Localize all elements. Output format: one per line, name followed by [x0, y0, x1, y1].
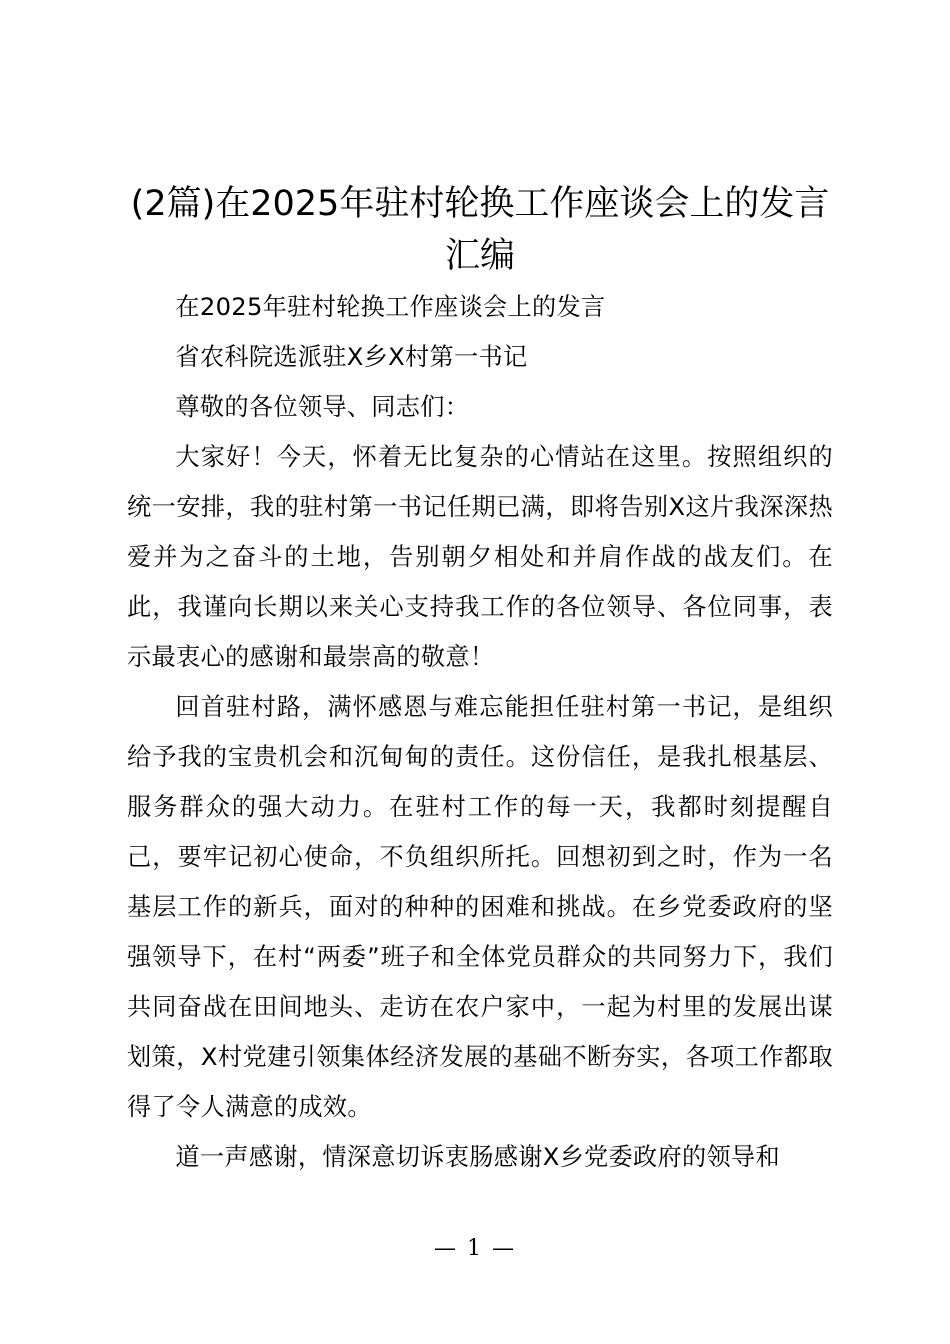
salutation: 尊敬的各位领导、同志们： [175, 393, 470, 421]
page-number: — 1 — [434, 1236, 516, 1261]
body-paragraph: 道一声感谢，情深意切诉衷肠感谢X乡党委政府的领导和 [175, 1143, 780, 1171]
body-paragraph: 大家好！今天，怀着无比复杂的心情站在这里。按照组织的统一安排，我的驻村第一书记任期已满，即将告别X这片我深深热爱并为之奋斗的土地，告别朝夕相处和并肩作战的战友们。在此，我谨向长期以来关心支持我工作的各位领导、各位同事，表示最衷心的感谢和最崇高的敬意！ [127, 443, 833, 671]
body-paragraph: 回首驻村路，满怀感恩与难忘能担任驻村第一书记，是组织给予我的宝贵机会和沉甸甸的责任。这份信任，是我扎根基层、服务群众的强大动力。在驻村工作的每一天，我都时刻提醒自己，要牢记初心使命，不负组织所托。回想初到之时，作为一名基层工作的新兵，面对的种种的困难和挑战。在乡党委政府的坚强领导下，在村“两委”班子和全体党员群众的共同努力下，我们共同奋战在田间地头、走访在农户家中，一起为村里的发展出谋划策，X村党建引领集体经济发展的基础不断夯实，各项工作都取得了令人满意的成效。 [127, 693, 833, 1121]
document-title: (2篇)在2025年驻村轮换工作座谈会上的发言汇编 [130, 184, 830, 276]
speech-heading: 在2025年驻村轮换工作座谈会上的发言 [175, 293, 606, 321]
document-body [127, 178, 833, 1182]
speaker-line: 省农科院选派驻X乡X村第一书记 [175, 343, 528, 371]
